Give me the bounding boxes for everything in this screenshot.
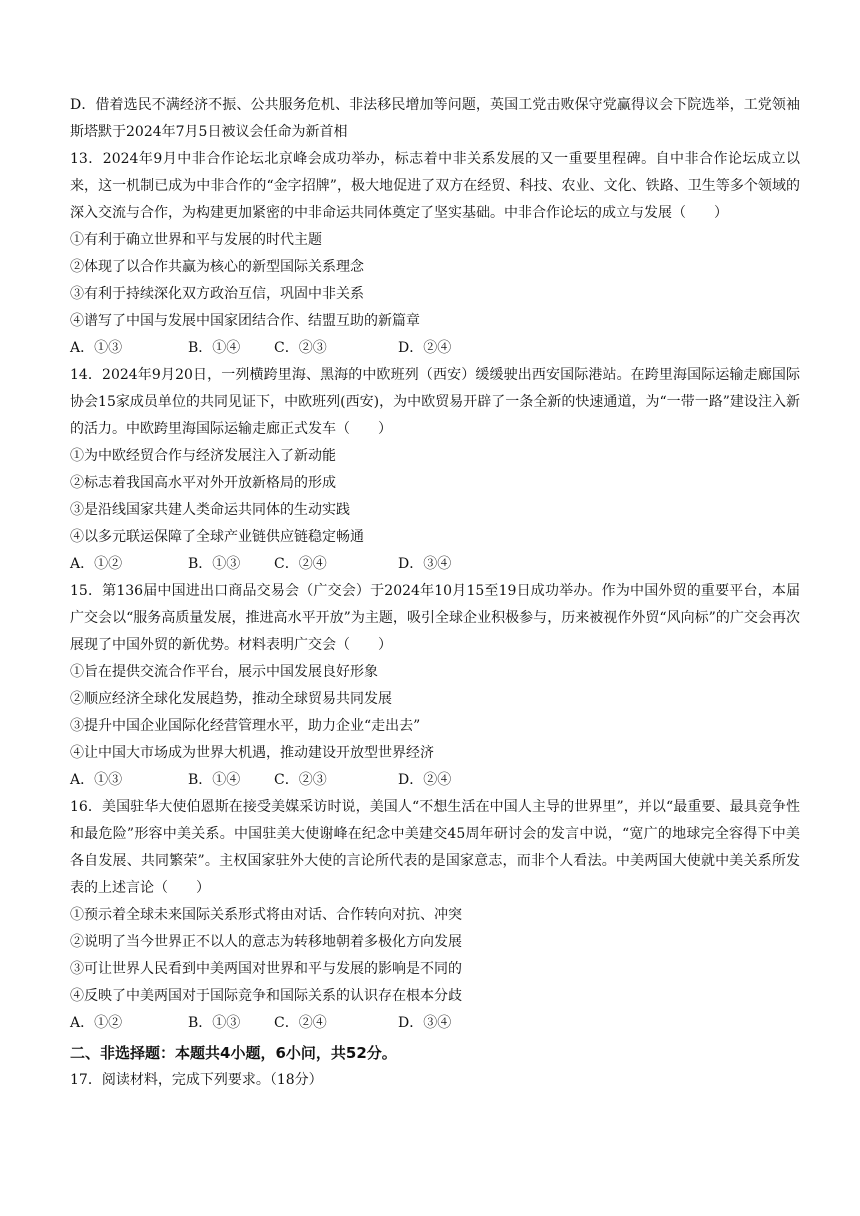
choice-b: B．①④ <box>188 772 241 788</box>
statement-item: ④谱写了中国与发展中国家团结合作、结盟互助的新篇章 <box>70 313 420 329</box>
question-stem: 15．第136届中国进出口商品交易会（广交会）于2024年10月15至19日成功举办。作为中国外贸的重要平台，本届广交会以“服务高质量发展，推进高水平开放”为主题，吸引全球企业积极参与，历来被视作外贸“风向标”的广交会再次展现了中国外贸的新优势。材料表明广交会（ ） <box>70 583 800 653</box>
statement-item: ③是沿线国家共建人类命运共同体的生动实践 <box>70 502 350 518</box>
statement-item: ②标志着我国高水平对外开放新格局的形成 <box>70 475 336 491</box>
choice-d: D．②④ <box>398 772 452 788</box>
choice-c: C．②④ <box>274 1015 327 1031</box>
statement-item: ③有利于持续深化双方政治互信，巩固中非关系 <box>70 286 364 302</box>
choice-d: D．③④ <box>398 556 452 572</box>
statement-item: ①为中欧经贸合作与经济发展注入了新动能 <box>70 448 336 464</box>
statement-item: ①预示着全球未来国际关系形式将由对话、合作转向对抗、冲突 <box>70 907 462 923</box>
statement-item: ③可让世界人民看到中美两国对世界和平与发展的影响是不同的 <box>70 961 462 977</box>
answer-choices <box>70 335 800 362</box>
answer-choices <box>70 551 800 578</box>
question-stem: 13．2024年9月中非合作论坛北京峰会成功举办，标志着中非关系发展的又一重要里程碑。自中非合作论坛成立以来，这一机制已成为中非合作的“金字招牌”，极大地促进了双方在经贸、科技、农业、文化、铁路、卫生等多个领域的深入交流与合作，为构建更加紧密的中非命运共同体奠定了坚实基础。中非合作论坛的成立与发展（ ） <box>70 151 800 221</box>
statement-item: ③提升中国企业国际化经营管理水平，助力企业“走出去” <box>70 718 421 734</box>
q12-option-d: D．借着选民不满经济不振、公共服务危机、非法移民增加等问题，英国工党击败保守党赢得议会下院选举，工党领袖斯塔默于2024年7月5日被议会任命为新首相 <box>70 97 800 140</box>
choice-a: A．①③ <box>70 340 123 356</box>
choice-a: A．①② <box>70 556 123 572</box>
choice-d: D．③④ <box>398 1015 452 1031</box>
choice-a: A．①③ <box>70 772 123 788</box>
section-heading: 二、非选择题：本题共4小题，6小问，共52分。 <box>70 1044 397 1062</box>
statement-item: ②说明了当今世界正不以人的意志为转移地朝着多极化方向发展 <box>70 934 462 950</box>
answer-choices <box>70 1010 800 1037</box>
choice-c: C．②③ <box>274 340 327 356</box>
choice-d: D．②④ <box>398 340 452 356</box>
question-17-stem: 17．阅读材料，完成下列要求。（18分） <box>70 1072 323 1088</box>
question-13 <box>70 146 800 362</box>
statement-item: ②顺应经济全球化发展趋势，推动全球贸易共同发展 <box>70 691 392 707</box>
statement-item: ②体现了以合作共赢为核心的新型国际关系理念 <box>70 259 364 275</box>
choice-a: A．①② <box>70 1015 123 1031</box>
choice-b: B．①③ <box>188 556 241 572</box>
statement-item: ④以多元联运保障了全球产业链供应链稳定畅通 <box>70 529 364 545</box>
answer-choices <box>70 767 800 794</box>
choice-b: B．①④ <box>188 340 241 356</box>
choice-c: C．②③ <box>274 772 327 788</box>
exam-page <box>70 92 800 1094</box>
statement-item: ④让中国大市场成为世界大机遇，推动建设开放型世界经济 <box>70 745 434 761</box>
statement-item: ①旨在提供交流合作平台，展示中国发展良好形象 <box>70 664 378 680</box>
question-14 <box>70 362 800 578</box>
question-16 <box>70 794 800 1037</box>
choice-b: B．①③ <box>188 1015 241 1031</box>
question-stem: 16．美国驻华大使伯恩斯在接受美媒采访时说，美国人“不想生活在中国人主导的世界里”，并以“最重要、最具竞争性和最危险”形容中美关系。中国驻美大使谢峰在纪念中美建交45周年研讨会的发言中说，“宽广的地球完全容得下中美各自发展、共同繁荣”。主权国家驻外大使的言论所代表的是国家意志，而非个人看法。中美两国大使就中美关系所发表的上述言论（ ） <box>70 799 800 896</box>
question-stem: 14．2024年9月20日，一列横跨里海、黑海的中欧班列（西安）缓缓驶出西安国际港站。在跨里海国际运输走廊国际协会15家成员单位的共同见证下，中欧班列(西安)，为中欧贸易开辟了一条全新的快速通道，为“一带一路”建设注入新的活力。中欧跨里海国际运输走廊正式发车（ ） <box>70 367 800 437</box>
choice-c: C．②④ <box>274 556 327 572</box>
statement-item: ①有利于确立世界和平与发展的时代主题 <box>70 232 322 248</box>
statement-item: ④反映了中美两国对于国际竞争和国际关系的认识存在根本分歧 <box>70 988 462 1004</box>
question-15 <box>70 578 800 794</box>
